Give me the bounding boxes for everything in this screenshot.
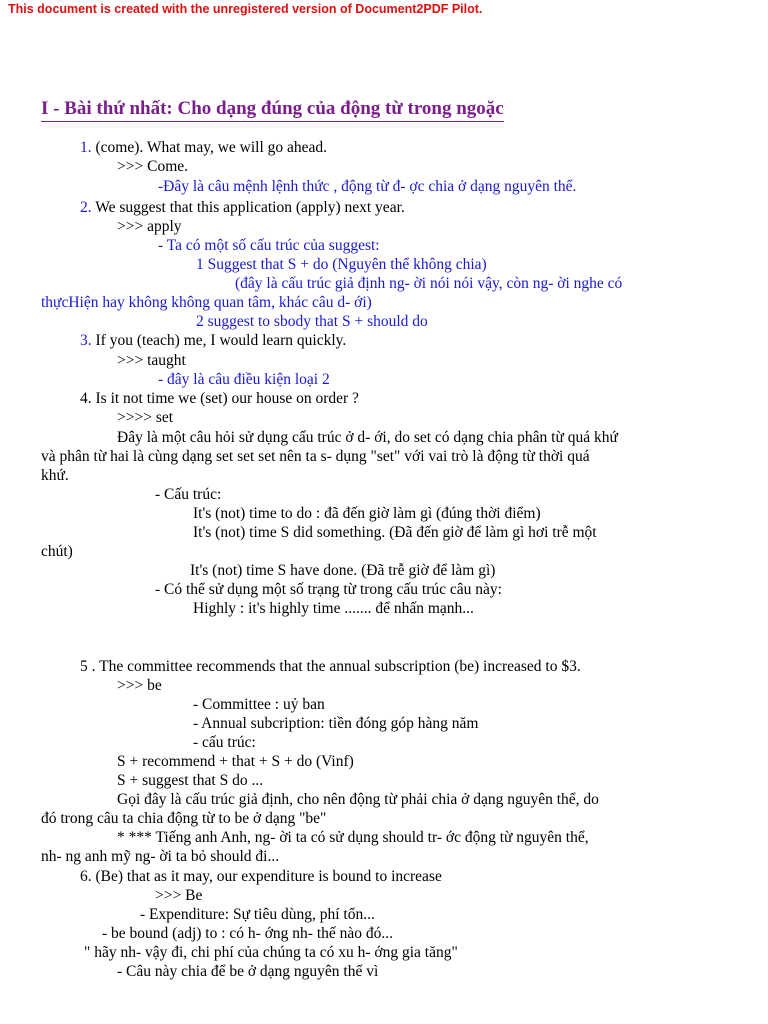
item-text: If you (teach) me, I would learn quickly. bbox=[91, 332, 347, 349]
item-4-adverb-note: - Có thể sử dụng một số trạng từ trong cấu trúc câu này: bbox=[155, 581, 502, 598]
item-5-structure-2: S + suggest that S do ... bbox=[117, 772, 264, 789]
item-5-note: * *** Tiếng anh Anh, ng- ời ta có sử dụng should tr- ớc động từ nguyên thể, bbox=[117, 829, 589, 846]
item-5-structure-label: - cấu trúc: bbox=[193, 734, 256, 751]
item-6-answer: >>> Be bbox=[155, 887, 203, 904]
item-3-explanation: - đây là câu điều kiện loại 2 bbox=[158, 371, 330, 388]
item-text: (come). What may, we will go ahead. bbox=[91, 139, 328, 156]
item-6-vocab-2: - be bound (adj) to : có h- ớng nh- thế nào đó... bbox=[102, 925, 394, 942]
item-6-vocab-1: - Expenditure: Sự tiêu dùng, phí tổn... bbox=[140, 906, 375, 923]
item-6-question: 6. (Be) that as it may, our expenditure is bound to increase bbox=[80, 868, 442, 885]
item-2-structure-2: 2 suggest to sbody that S + should do bbox=[196, 313, 428, 330]
item-2-question bbox=[80, 199, 405, 217]
item-4-structure-3: It's (not) time S have done. (Đã trễ giờ để làm gì) bbox=[190, 562, 496, 579]
item-5-answer: >>> be bbox=[117, 677, 162, 694]
item-4-answer: >>>> set bbox=[117, 409, 174, 426]
item-6-explanation: - Câu này chia để be ở dạng nguyên thể vì bbox=[117, 963, 379, 980]
item-text: We suggest that this application (apply) next year. bbox=[91, 199, 405, 216]
item-2-structure-1: 1 Suggest that S + do (Nguyên thể không chia) bbox=[196, 256, 487, 273]
item-3-answer: >>> taught bbox=[117, 352, 186, 369]
item-4-structure-2-cont: chút) bbox=[41, 543, 73, 560]
item-4-adverb-example: Highly : it's highly time ....... để nhấn mạnh... bbox=[193, 600, 474, 617]
item-1-question bbox=[80, 139, 327, 157]
item-5-explanation-cont: đó trong câu ta chia động từ to be ở dạng "be" bbox=[41, 810, 327, 827]
item-4-explanation: Đây là một câu hỏi sử dụng cấu trúc ở d- ới, do set có dạng chia phân từ quá khứ bbox=[117, 429, 618, 446]
item-number: 3. bbox=[80, 332, 92, 349]
item-4-question: 4. Is it not time we (set) our house on order ? bbox=[80, 390, 359, 407]
item-4-structure-1: It's (not) time to do : đã đến giờ làm gì (đúng thời điểm) bbox=[193, 505, 541, 522]
item-1-answer: >>> Come. bbox=[117, 158, 188, 175]
item-5-note-cont: nh- ng anh mỹ ng- ời ta bỏ should đi... bbox=[41, 848, 280, 865]
item-5-question: 5 . The committee recommends that the annual subscription (be) increased to $3. bbox=[80, 658, 581, 675]
item-2-note: (đây là cấu trúc giả định ng- ời nói nói vậy, còn ng- ời nghe có bbox=[235, 275, 623, 292]
item-5-vocab-2: - Annual subcription: tiền đóng góp hàng năm bbox=[193, 715, 479, 732]
item-5-vocab-1: - Committee : uỷ ban bbox=[193, 696, 325, 713]
section-heading: I - Bài thứ nhất: Cho dạng đúng của động từ trong ngoặc bbox=[41, 98, 504, 122]
item-number: 2. bbox=[80, 199, 92, 216]
item-4-structure-2: It's (not) time S did something. (Đã đến giờ để làm gì hơi trễ một bbox=[193, 524, 597, 541]
unregistered-banner: This document is created with the unregistered version of Document2PDF Pilot. bbox=[8, 2, 483, 16]
item-4-explanation-cont: và phân từ hai là cùng dạng set set set nên ta s- dụng "set" với vai trò là động từ thời quá bbox=[41, 448, 590, 465]
item-2-answer: >>> apply bbox=[117, 218, 182, 235]
item-5-structure-1: S + recommend + that + S + do (Vinf) bbox=[117, 753, 354, 770]
item-3-question bbox=[80, 332, 346, 350]
item-2-explanation: - Ta có một số cấu trúc của suggest: bbox=[158, 237, 380, 254]
item-number: 1. bbox=[80, 139, 92, 156]
item-1-explanation: -Đây là câu mệnh lệnh thức , động từ đ- ợc chia ở dạng nguyên thể. bbox=[158, 178, 577, 195]
item-2-note-cont: thựcHiện hay không không quan tâm, khác câu d- ới) bbox=[41, 294, 372, 311]
item-6-translation: " hãy nh- vậy đi, chi phí của chúng ta có xu h- ớng gia tăng" bbox=[84, 944, 458, 961]
item-4-structure-label: - Cấu trúc: bbox=[155, 486, 222, 503]
item-5-explanation: Gọi đây là cấu trúc giả định, cho nên động từ phải chia ở dạng nguyên thể, do bbox=[117, 791, 599, 808]
item-4-explanation-end: khứ. bbox=[41, 467, 69, 484]
